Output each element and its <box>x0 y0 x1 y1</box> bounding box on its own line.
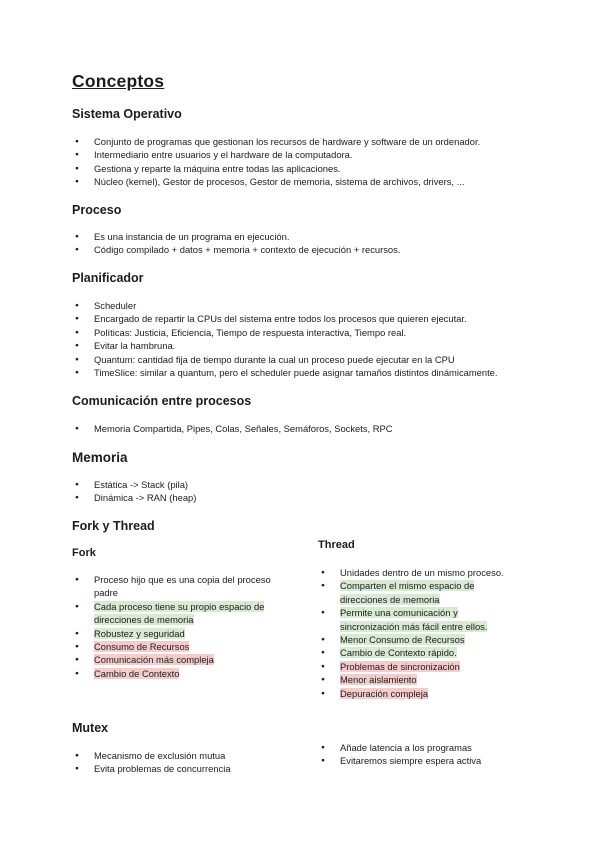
list-item: ● Proceso hijo que es una copia del proceso padre <box>72 573 287 600</box>
list-item: ● Añade latencia a los programas <box>318 741 481 754</box>
highlight-red: Depuración compleja <box>340 687 429 699</box>
section-heading-sistema-operativo: Sistema Operativo <box>72 107 182 121</box>
list-item: ● Encargado de repartir la CPUs del sistema entre todos los procesos que quieren ejecutar. <box>72 312 498 325</box>
list-item <box>72 627 287 640</box>
list-item: ● Políticas: Justicia, Eficiencia, Tiempo de respuesta interactiva, Tiempo real. <box>72 326 498 339</box>
list-item: ● Es una instancia de un programa en ejecución. <box>72 230 400 243</box>
list-item: ● Scheduler <box>72 299 498 312</box>
list-item: ● Dinámica -> RAN (heap) <box>72 491 196 504</box>
list-item: ● Unidades dentro de un mismo proceso. <box>318 566 518 579</box>
list-item: ● Evitar la hambruna. <box>72 339 498 352</box>
list-item <box>318 687 518 700</box>
list-memoria <box>72 478 196 505</box>
highlight-red: Problemas de sincronización <box>340 660 460 672</box>
list-item: ● Conjunto de programas que gestionan los recursos de hardware y software de un ordenador. <box>72 135 480 148</box>
list-proceso <box>72 230 400 257</box>
list-item: ● Intermediario entre usuarios y el hardware de la computadora. <box>72 148 480 161</box>
list-item <box>72 667 287 680</box>
subheading-fork: Fork <box>72 547 96 559</box>
section-heading-planificador: Planificador <box>72 271 144 285</box>
subheading-thread: Thread <box>318 539 355 551</box>
section-heading-proceso: Proceso <box>72 203 122 217</box>
highlight-green: Menor Consumo de Recursos <box>340 634 465 646</box>
list-sistema-operativo <box>72 135 480 189</box>
section-heading-comunicacion: Comunicación entre procesos <box>72 394 252 408</box>
section-heading-memoria: Memoria <box>72 450 128 465</box>
highlight-red: Consumo de Recursos <box>94 641 190 653</box>
list-item: ● Memoria Compartida, Pipes, Colas, Señales, Semáforos, Sockets, RPC <box>72 422 393 435</box>
list-mutex-right <box>318 741 481 768</box>
highlight-green: Cambio de Contexto rápido. <box>340 647 457 659</box>
highlight-red: Comunicación más compleja <box>94 654 214 666</box>
list-item: ● Gestiona y reparte la máquina entre todas las aplicaciones. <box>72 162 480 175</box>
list-item <box>72 600 287 627</box>
list-item <box>318 673 518 686</box>
list-mutex-left <box>72 749 231 776</box>
section-heading-fork-thread: Fork y Thread <box>72 519 155 533</box>
highlight-green: Robustez y seguridad <box>94 627 185 639</box>
list-item <box>318 606 518 633</box>
list-item <box>72 653 287 666</box>
page-title: Conceptos <box>72 71 165 91</box>
list-item <box>318 646 518 659</box>
list-comunicacion <box>72 422 393 435</box>
highlight-green: Comparten el mismo espacio de direcciones de memoria <box>340 580 475 605</box>
list-item: ● Mecanismo de exclusión mutua <box>72 749 231 762</box>
list-fork <box>72 573 287 680</box>
list-item <box>318 633 518 646</box>
highlight-red: Cambio de Contexto <box>94 667 180 679</box>
list-item: ● TimeSlice: similar a quantum, pero el scheduler puede asignar tamaños distintos dinámicamente. <box>72 366 498 379</box>
list-item: ● Estática -> Stack (pila) <box>72 478 196 491</box>
list-thread <box>318 566 518 700</box>
list-item <box>72 640 287 653</box>
list-item: ● Evita problemas de concurrencia <box>72 762 231 775</box>
list-item: ● Evitaremos siempre espera activa <box>318 754 481 767</box>
list-planificador <box>72 299 498 379</box>
section-heading-mutex: Mutex <box>72 721 109 735</box>
list-item: ● Quantum: cantidad fija de tiempo durante la cual un proceso puede ejecutar en la CPU <box>72 353 498 366</box>
list-item <box>318 660 518 673</box>
highlight-green: Permite una comunicación y sincronización más fácil entre ellos. <box>340 607 488 632</box>
highlight-green: Cada proceso tiene su propio espacio de direcciones de memoria <box>94 600 265 626</box>
list-item: ● Núcleo (kernel), Gestor de procesos, Gestor de memoria, sistema de archivos, drivers, ... <box>72 175 480 188</box>
list-item: ● Código compilado + datos + memoria + contexto de ejecución + recursos. <box>72 243 400 256</box>
highlight-red: Menor aislamiento <box>340 674 417 686</box>
list-item <box>318 579 518 606</box>
